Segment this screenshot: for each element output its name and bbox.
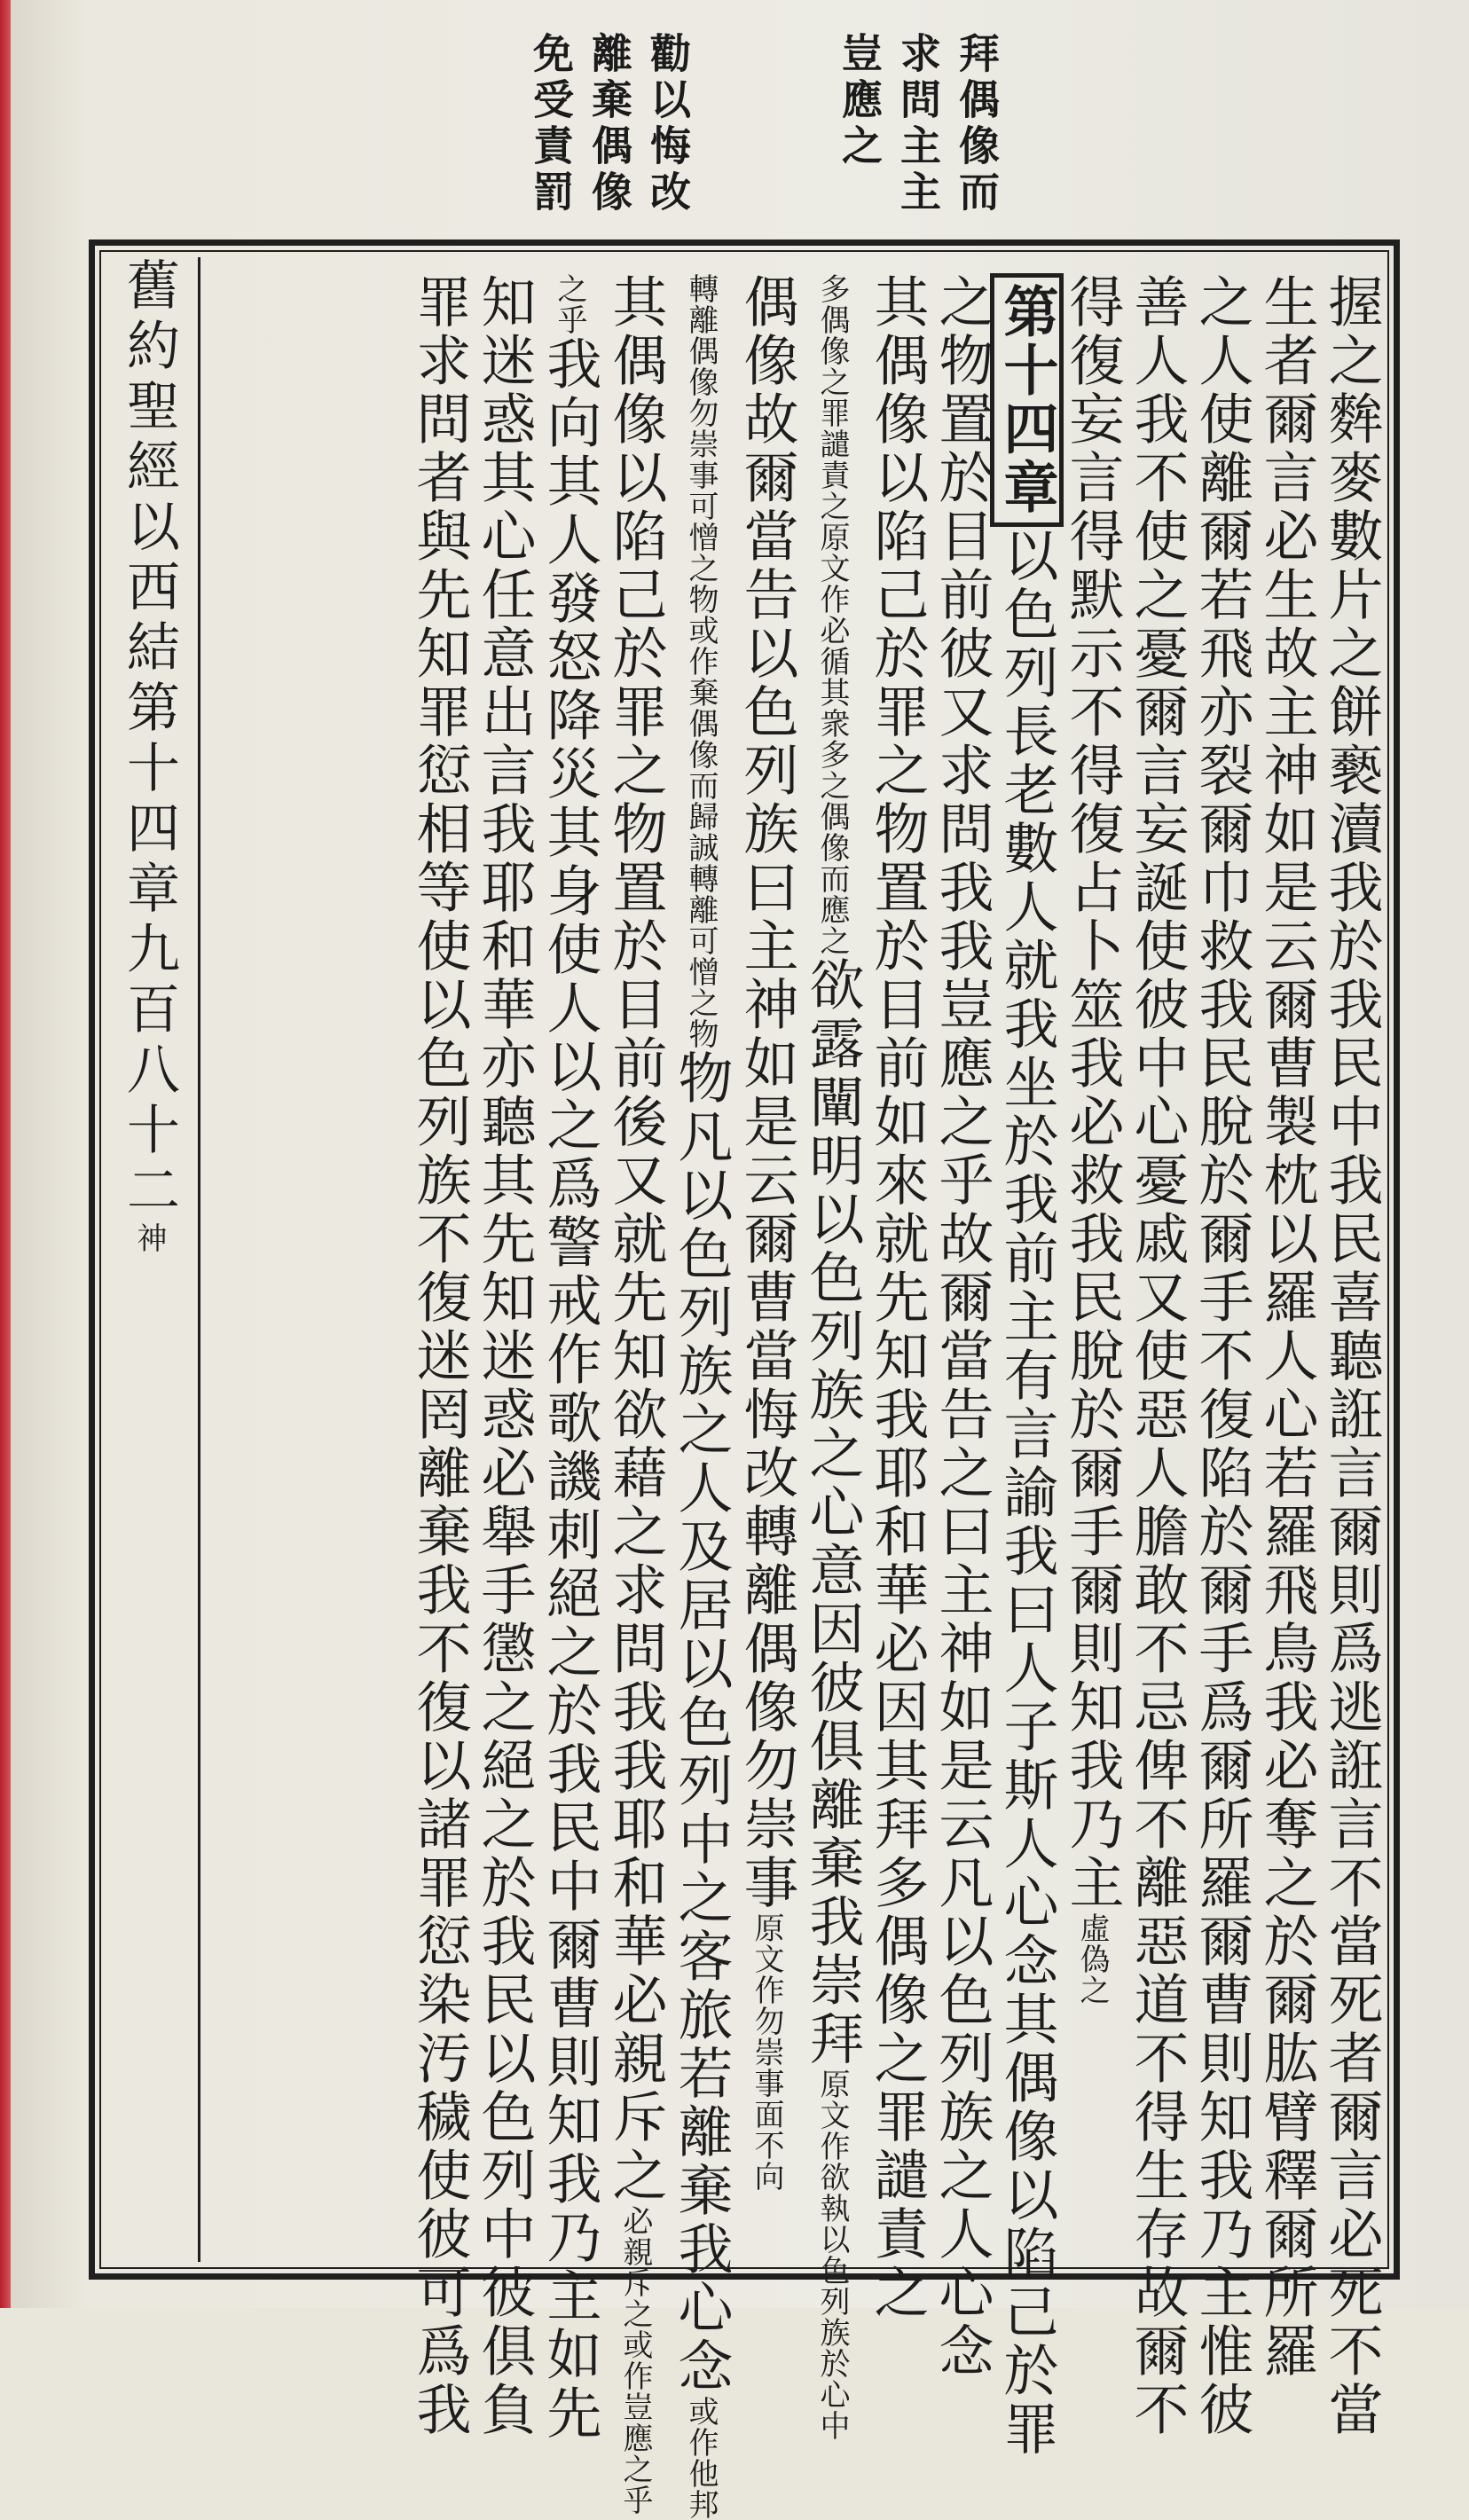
annotation-5a: 虛偽之 [1074, 1912, 1110, 2006]
text-column-12 [602, 273, 668, 2516]
margin-column [103, 257, 200, 2262]
text-column-14: 知迷惑其心任意出言我耶和華亦聽其先知迷惑必舉手懲之絕之於我民以色列中彼俱負 [472, 273, 537, 2439]
text-column-4: 善人我不使之憂爾言妄誕使彼中心憂戚又使惡人膽敢不忌俾不離惡道不得生存故爾不 [1125, 273, 1190, 2439]
annotation-10a: 原文作勿崇事面不向 [749, 1912, 784, 2192]
text-column-15: 罪求問者與先知罪愆相等使以色列族不復迷罔離棄我不復以諸罪愆染汚穢使彼可爲我 [407, 273, 472, 2439]
annotation-13a: 之乎 [552, 273, 587, 335]
text-column-12-main: 其偶像以陷己於罪之物置於目前後又就先知欲藉之求問我我耶和華必親斥之 [603, 273, 668, 2205]
text-column-5 [1059, 273, 1125, 2264]
text-column-13 [537, 273, 602, 2443]
headnote-left: 勸以悔改離棄偶像免受責罰 [527, 32, 692, 216]
chapter-number: 第十四章 [118, 679, 180, 921]
text-column-11 [668, 273, 734, 2520]
body-text [204, 257, 1384, 2520]
annotation-11a: 轉離偶像勿崇事可憎之物或作棄偶像而歸誠轉離可憎之物 [683, 273, 719, 1049]
text-column-11-main: 物凡以色列族之人及居以色列中之客旅若離棄我心念 [669, 1049, 734, 2396]
text-column-13-main: 我向其人發怒降災其身使人以之爲警戒作歌譏刺絕之於我民中爾曹則知我乃主如先 [538, 335, 602, 2443]
text-column-3: 之人使離爾若飛亦裂爾巾救我民脫於爾手不復陷於爾手爲爾所羅爾曹則知我乃主惟彼 [1190, 273, 1254, 2439]
annotation-11b: 或作他邦 [683, 2396, 719, 2520]
book-title: 舊約聖經 [118, 257, 180, 499]
text-column-6-main: 以色列長老數人就我坐於我前主有言諭我曰人子斯人心念其偶像以陷己於罪 [994, 527, 1059, 2459]
text-column-8: 其偶像以陷己於罪之物置於目前如來就先知我耶和華必因其拜多偶像之罪譴責之 [865, 273, 930, 2322]
annotation-9a: 多偶像之罪譴責之原文作必循其衆多之偶像而應之 [814, 273, 850, 956]
text-column-6 [994, 273, 1059, 2459]
text-column-9 [799, 273, 865, 2441]
red-spine-edge [0, 0, 11, 2308]
book-name: 以西結 [118, 499, 180, 679]
text-column-9-main: 欲露闡明以色列族之心意因彼俱離棄我崇拜 [800, 956, 865, 2069]
text-column-10-main: 偶像故爾當告以色列族曰主神如是云爾曹當悔改轉離偶像勿崇事 [734, 273, 799, 1912]
page-number: 九百八十二 [118, 921, 180, 1222]
text-column-1: 握之麰麥數片之餅褻瀆我於我民中我民喜聽誑言爾則爲逃誑言不當死者爾言必死不當 [1319, 273, 1384, 2439]
headnote-right: 拜偶像而求問主主豈應之 [836, 32, 1001, 216]
text-column-5-main: 得復妄言得默示不得復占卜筮我必救我民脫於爾手爾則知我乃主 [1060, 273, 1125, 1912]
annotation-12a: 必親斥之或作豈應之乎 [617, 2205, 653, 2516]
chapter-heading: 第十四章 [990, 273, 1064, 527]
text-column-2: 生者爾言必生故主神如是云爾曹製枕以羅人心若羅飛鳥我必奪之於爾肱臂釋爾所羅 [1254, 273, 1319, 2381]
text-column-10 [734, 273, 799, 2264]
annotation-9b: 原文作欲執以色列族於心中 [814, 2069, 850, 2441]
text-column-7: 之物置於目前彼又求問我我豈應之乎故爾當告之曰主神如是云凡以色列族之人心念 [930, 273, 994, 2381]
seal-character: 神 [131, 1222, 167, 1254]
